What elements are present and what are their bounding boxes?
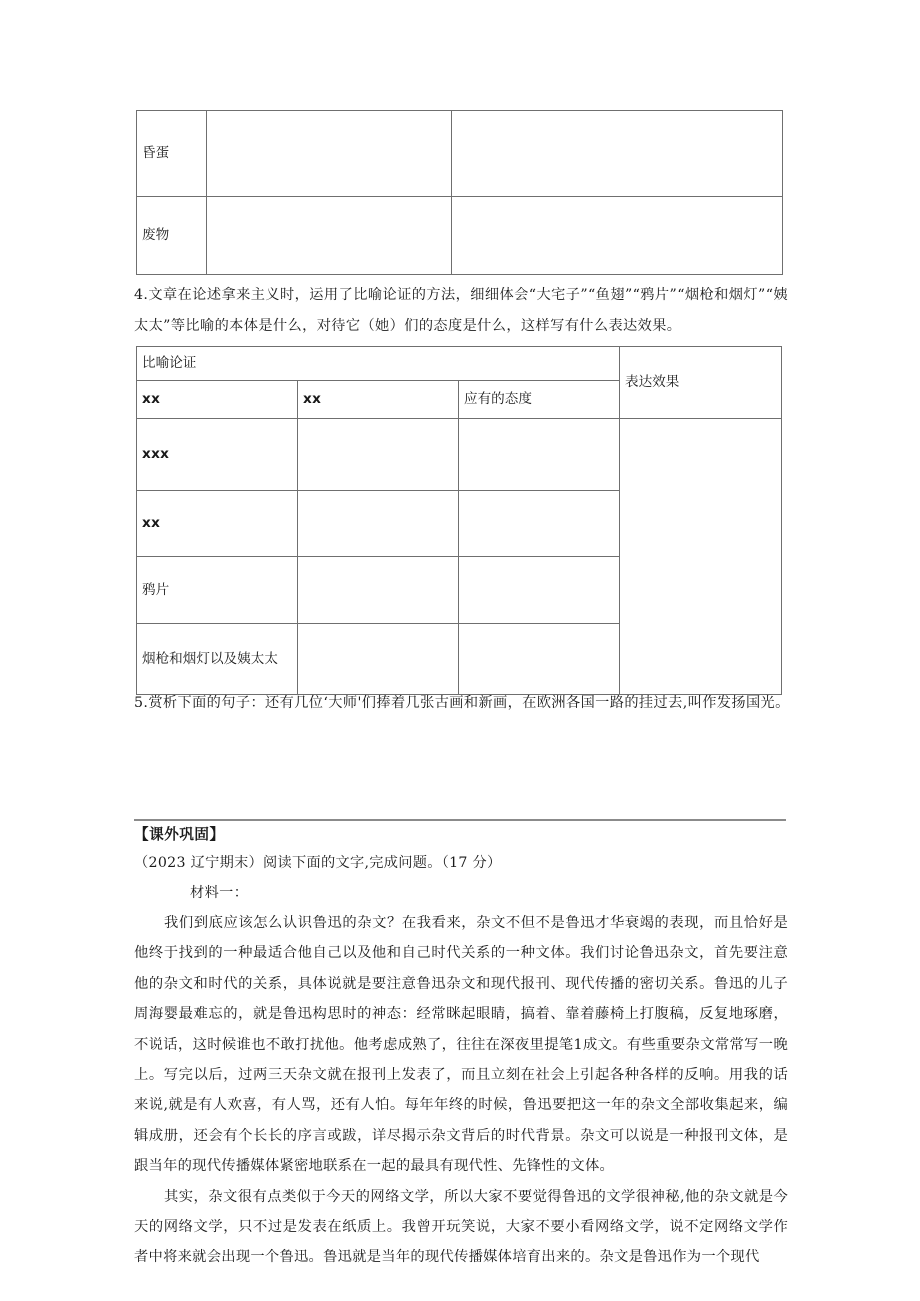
table-cell-metaphor: xxx: [137, 419, 298, 491]
table-cell-empty[interactable]: [207, 197, 452, 275]
table-header-row: [137, 347, 782, 381]
question-4-table-wrapper: [136, 346, 782, 695]
table-cell-effect-empty[interactable]: [620, 419, 782, 695]
table-cell-label: 昏蛋: [137, 111, 207, 197]
material-label: 材料一：: [190, 885, 249, 901]
question-5-block: [134, 688, 790, 719]
table-cell-empty[interactable]: [298, 491, 459, 557]
table-row: [137, 419, 782, 491]
table-row: [137, 111, 783, 197]
table-cell-empty[interactable]: [298, 419, 459, 491]
table-cell-empty[interactable]: [459, 419, 620, 491]
table-cell-empty[interactable]: [452, 197, 783, 275]
table-row: [137, 197, 783, 275]
continuation-table: [136, 110, 783, 275]
extracurricular-section: [134, 819, 788, 1273]
section-title: 【课外巩固】: [134, 826, 225, 843]
table-cell-empty[interactable]: [207, 111, 452, 197]
table-cell-metaphor: 烟枪和烟灯以及姨太太: [137, 624, 298, 695]
table-subheader-1: xx: [137, 381, 298, 419]
table-cell-metaphor: 鸦片: [137, 557, 298, 624]
question-4-table: [136, 346, 782, 695]
passage-paragraph-1: 我们到底应该怎么认识鲁迅的杂文？在我看来，杂文不但不是鲁迅才华衰竭的表现，而且恰好是他终于找到的一种最适合他自己以及他和自己时代关系的一种文体。我们讨论鲁迅杂文，首先要注意他的杂文和时代的关系，具体说就是要注意鲁迅杂文和现代报刊、现代传播的密切关系。鲁迅的儿子周海婴最难忘的，就是鲁迅构思时的神态：经常眯起眼睛，搞着、靠着藤椅上打腹稿，反复地琢磨，不说话，这时候谁也不敢打扰他。他考虑成熟了，往往在深夜里提笔1成文。有些重要杂文常常写一晚上。写完以后，过两三天杂文就在报刊上发表了，而且立刻在社会上引起各种各样的反响。用我的话来说,就是有人欢喜，有人骂，还有人怕。每年年终的时候，鲁迅要把这一年的杂文全部收集起来，编辑成册，还会有个长长的序言或跋，详尽揭示杂文背后的时代背景。杂文可以说是一种报刊文体，是跟当年的现代传播媒体紧密地联系在一起的最具有现代性、先锋性的文体。: [134, 915, 788, 1175]
table-subheader-3: 应有的态度: [459, 381, 620, 419]
table-cell-metaphor: xx: [137, 491, 298, 557]
table-cell-empty[interactable]: [452, 111, 783, 197]
question-4-block: [134, 280, 788, 342]
passage-paragraph-2: 其实，杂文很有点类似于今天的网络文学，所以大家不要觉得鲁迅的文学很神秘,他的杂文就是今天的网络文学，只不过是发表在纸质上。我曾开玩笑说，大家不要小看网络文学，说不定网络文学作者中将来就会出现一个鲁迅。鲁迅就是当年的现代传播媒体培育出来的。杂文是鲁迅作为一个现代: [134, 1188, 788, 1266]
section-source-line: （2023 辽宁期末）阅读下面的文字,完成问题。（17 分）: [134, 855, 502, 871]
table-cell-empty[interactable]: [298, 624, 459, 695]
table-cell-empty[interactable]: [459, 557, 620, 624]
table-subheader-2: xx: [298, 381, 459, 419]
table-header-expressive-effect: 表达效果: [620, 347, 782, 419]
table-cell-empty[interactable]: [459, 491, 620, 557]
table-cell-empty[interactable]: [459, 624, 620, 695]
table-cell-empty[interactable]: [298, 557, 459, 624]
table-header-metaphor-argument: 比喻论证: [137, 347, 620, 381]
question-5-text: 5.赏析下面的句子：还有几位‘大师'们捧着几张古画和新画，在欧洲各国一路的挂过去,叫作发扬国光。: [134, 695, 790, 711]
question-4-text: 4.文章在论述拿来主义时，运用了比喻论证的方法，细细体会“大宅子”“鱼翅”“鸦片”“烟枪和烟灯”“姨太太”等比喻的本体是什么，对待它（她）们的态度是什么，这样写有什么表达效果。: [134, 287, 788, 334]
continuation-table-wrapper: [136, 110, 783, 275]
table-cell-label: 废物: [137, 197, 207, 275]
